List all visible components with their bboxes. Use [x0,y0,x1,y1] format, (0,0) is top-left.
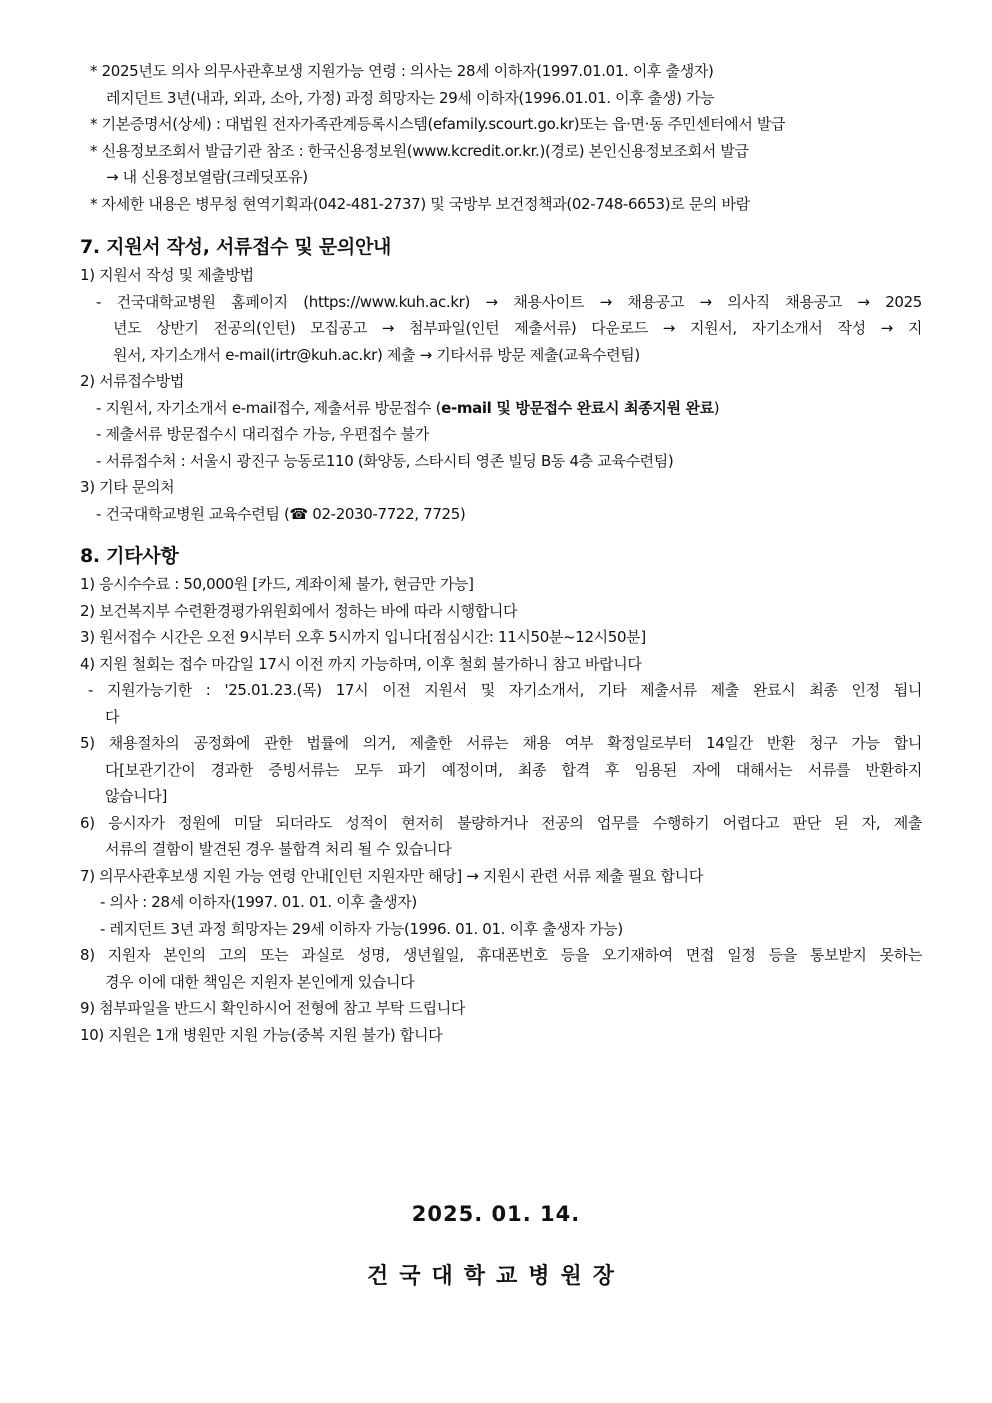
s7-item-1-sub-l2: 년도 상반기 전공의(인턴) 모집공고 → 첨부파일(인턴 제출서류) 다운로드 → 지원서, 자기소개서 작성 → 지 [113,319,922,337]
document-body [80,58,922,1048]
s7-item-1-sub-l1: - 건국대학교병원 홈페이지 (https://www.kuh.ac.kr) → 채용사이트 → 채용공고 → 의사직 채용공고 → 2025 [96,292,922,311]
s7-item-2-sub-c: - 서류접수처 : 서울시 광진구 능동로110 (화양동, 스타시티 영존 빌딩 B동 4층 교육수련팀) [96,451,674,470]
s8-item-6-l2: 서류의 결함이 발견된 경우 불합격 처리 될 수 있습니다 [105,840,452,858]
s7-item-2-sub-a-close: ) [713,398,720,417]
bullet-basic-certificate: * 기본증명서(상세) : 대법원 전자가족관계등록시스템(efamily.scourt.go.kr)또는 읍·면·동 주민센터에서 발급 [90,115,786,133]
section-7 [80,232,922,527]
s8-item-5-l3: 않습니다] [105,787,168,805]
s8-item-9: 9) 첨부파일을 반드시 확인하시어 전형에 참고 부탁 드립니다 [80,999,465,1017]
s8-item-7: 7) 의무사관후보생 지원 가능 연령 안내[인턴 지원자만 해당] → 지원시 관련 서류 제출 필요 합니다 [80,866,703,885]
s7-item-2-sub-a-emphasis: e-mail 및 방문접수 완료시 최종지원 완료 [441,398,714,417]
s7-item-2: 2) 서류접수방법 [80,372,184,390]
s7-item-2-sub-a-text: - 지원서, 자기소개서 e-mail접수, 제출서류 방문접수 ( [96,398,442,417]
s8-item-7-sub-a: - 의사 : 28세 이하자(1997. 01. 01. 이후 출생자) [100,893,417,911]
s8-item-2: 2) 보건복지부 수련환경평가위원회에서 정하는 바에 따라 시행합니다 [80,601,518,620]
section-8-title: 8. 기타사항 [80,545,179,567]
bullet-age-limit-cont: 레지던트 3년(내과, 외과, 소아, 가정) 과정 희망자는 29세 이하자(1996.01.01. 이후 출생) 가능 [106,88,715,107]
s8-item-8-l2: 경우 이에 대한 책임은 지원자 본인에게 있습니다 [105,972,415,991]
bullet-credit-report: * 신용정보조회서 발급기관 참조 : 한국신용정보원(www.kcredit.or.kr.)(경로) 본인신용정보조회서 발급 [90,141,749,160]
bullet-inquiry: * 자세한 내용은 병무청 현역기획과(042-481-2737) 및 국방부 보건정책과(02-748-6653)로 문의 바람 [90,194,750,213]
s7-item-1: 1) 지원서 작성 및 제출방법 [80,266,254,284]
bullet-credit-report-cont: → 내 신용정보열람(크레딧포유) [106,168,308,186]
s8-item-7-sub-b: - 레지던트 3년 과정 희망자는 29세 이하자 가능(1996. 01. 01. 이후 출생자 가능) [100,919,623,938]
s7-item-1-sub-l3: 원서, 자기소개서 e-mail(irtr@kuh.ac.kr) 제출 → 기타서류 방문 제출(교육수련팀) [113,345,640,364]
s8-item-5-l2: 다[보관기간이 경과한 증빙서류는 모두 파기 예정이며, 최종 합격 후 임용된 자에 대해서는 서류를 반환하지 [105,760,922,779]
section-7-title: 7. 지원서 작성, 서류접수 및 문의안내 [80,236,392,258]
s8-item-3: 3) 원서접수 시간은 오전 9시부터 오후 5시까지 입니다[점심시간: 11시50분~12시50분] [80,628,646,646]
s8-item-10: 10) 지원은 1개 병원만 지원 가능(중복 지원 불가) 합니다 [80,1025,443,1044]
s8-item-4: 4) 지원 철회는 접수 마감일 17시 이전 까지 가능하며, 이후 철회 불가하니 참고 바랍니다 [80,654,642,673]
notice-bullets [80,58,922,217]
s8-item-4-sub-l2: 다 [105,707,120,726]
s8-item-1: 1) 응시수수료 : 50,000원 [카드, 계좌이체 불가, 현금만 가능] [80,575,474,593]
s7-item-3: 3) 기타 문의처 [80,478,175,496]
s7-item-2-sub-a [80,395,922,422]
section-8 [80,541,922,1048]
s8-item-6-l1: 6) 응시자가 정원에 미달 되더라도 성적이 현저히 불량하거나 전공의 업무를 수행하기 어렵다고 판단 된 자, 제출 [80,813,922,832]
issuer-name: 건국대학교병원장 [366,1264,626,1289]
s7-item-3-sub-a: - 건국대학교병원 교육수련팀 (☎ 02-2030-7722, 7725) [96,504,466,523]
s8-item-8-l1: 8) 지원자 본인의 고의 또는 과실로 성명, 생년월일, 휴대폰번호 등을 오기재하여 면접 일정 등을 통보받지 못하는 [80,946,922,964]
s8-item-4-sub-l1: - 지원가능기한 : '25.01.23.(목) 17시 이전 지원서 및 자기소개서, 기타 제출서류 제출 완료시 최종 인정 됩니 [88,681,922,699]
notice-date: 2025. 01. 14. [411,1202,581,1226]
s8-item-5-l1: 5) 채용절차의 공정화에 관한 법률에 의거, 제출한 서류는 채용 여부 확정일로부터 14일간 반환 청구 가능 합니 [80,734,922,752]
bullet-age-limit: * 2025년도 의사 의무사관후보생 지원가능 연령 : 의사는 28세 이하자(1997.01.01. 이후 출생자) [90,62,714,80]
s7-item-2-sub-b: - 제출서류 방문접수시 대리접수 가능, 우편접수 불가 [96,425,429,443]
